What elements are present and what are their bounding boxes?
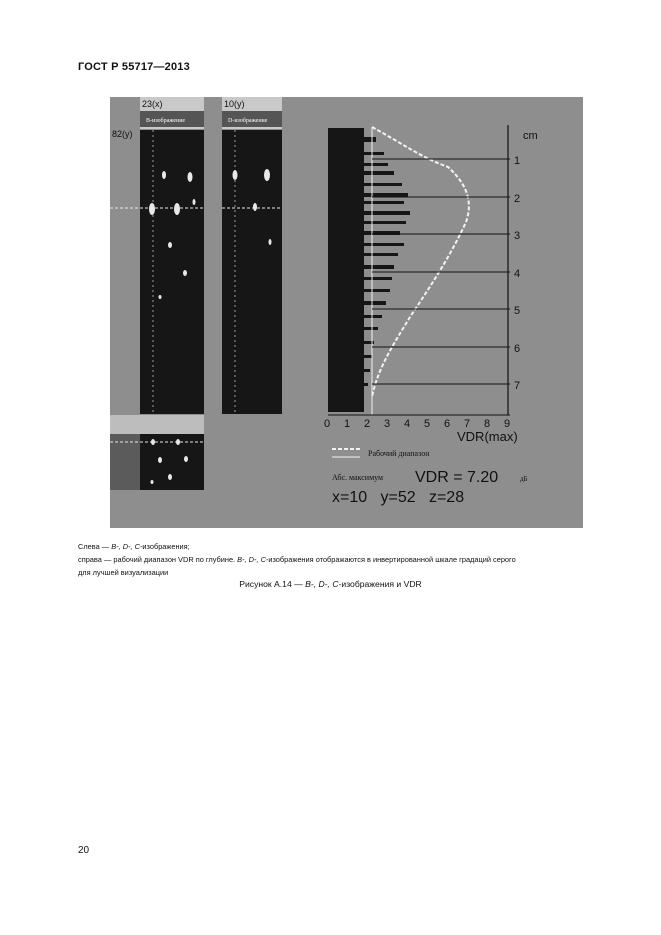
note-left-prefix: Слева — [78, 542, 112, 551]
depth-tick-5: 5 [514, 305, 521, 317]
depth-unit-label: cm [523, 130, 538, 142]
vdr-tick-1: 1 [344, 418, 351, 430]
b-slice-label: 23(x) [142, 99, 163, 109]
vdr-value: VDR = 7.20 [415, 469, 499, 486]
vdr-histogram-bars [364, 137, 410, 386]
depth-tick-2: 2 [514, 193, 521, 205]
left-axis-label: 82(y) [112, 129, 133, 139]
d-slice-label: 10(y) [224, 99, 245, 109]
note-right-prefix: справа — рабочий диапазон VDR по глубине. [78, 555, 238, 564]
figure-notes [78, 540, 598, 579]
note-left-suffix: изображения; [142, 542, 190, 551]
d-scan-image [222, 130, 282, 414]
vdr-tick-3: 3 [384, 418, 391, 430]
vdr-tick-4: 4 [404, 418, 411, 430]
vdr-histogram-base [328, 128, 364, 412]
note-right-italic: В-, D-, С- [237, 555, 269, 564]
depth-tick-1: 1 [514, 155, 521, 167]
depth-grid-lines [372, 159, 510, 384]
note-left [78, 540, 598, 553]
vdr-axis-label: VDR(max) [457, 429, 518, 444]
vdr-unit: дБ [520, 475, 528, 483]
depth-tick-7: 7 [514, 380, 521, 392]
vdr-tick-7: 7 [464, 418, 471, 430]
depth-tick-4: 4 [514, 268, 521, 280]
vdr-tick-5: 5 [424, 418, 431, 430]
depth-tick-3: 3 [514, 230, 521, 242]
figure-title [0, 579, 661, 589]
c-panel-header [110, 415, 204, 435]
note-left-italic: В-, D-, С- [111, 542, 143, 551]
vdr-figure [110, 97, 583, 528]
figure-image [110, 97, 583, 528]
d-panel-title: D-изображение [228, 118, 268, 124]
vdr-tick-0: 0 [324, 418, 331, 430]
vdr-tick-8: 8 [484, 418, 491, 430]
vdr-tick-9: 9 [504, 418, 511, 430]
depth-tick-6: 6 [514, 343, 521, 355]
figure-title-italic: В-, D-, С- [305, 579, 342, 589]
b-panel-title: В-изображение [146, 118, 186, 124]
vdr-tick-2: 2 [364, 418, 371, 430]
note-right [78, 553, 598, 566]
b-scan-image [140, 130, 204, 414]
page-number: 20 [78, 845, 90, 856]
figure-title-suffix: изображения и VDR [341, 579, 422, 589]
coordinates-readout: x=10 y=52 z=28 [332, 489, 465, 506]
note-right-continued: для лучшей визуализации [78, 568, 169, 577]
document-header: ГОСТ Р 55717—2013 [78, 61, 190, 73]
abs-max-label: Абс. максимум [332, 473, 384, 482]
vdr-tick-6: 6 [444, 418, 451, 430]
note-right-suffix: изображения отображаются в инвертированной шкале градаций серого [268, 555, 516, 564]
figure-title-prefix: Рисунок А.14 — [239, 579, 306, 589]
legend-range-label: Рабочий диапазон [368, 449, 430, 458]
vdr-working-range-curve [372, 127, 469, 397]
vdr-histogram [328, 127, 469, 415]
